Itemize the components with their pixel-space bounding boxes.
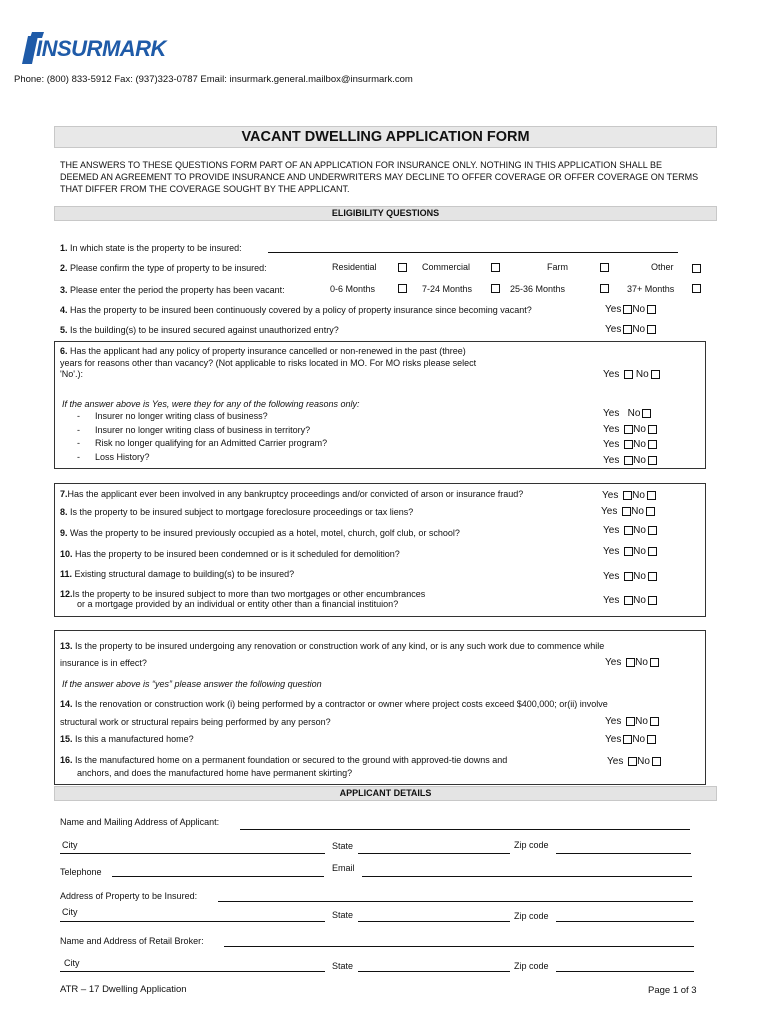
telephone-input[interactable] xyxy=(112,876,324,877)
q11-yes-no: Yes No xyxy=(603,571,657,582)
option-farm: Farm xyxy=(547,262,568,272)
email-label: Email xyxy=(332,863,355,873)
question-16-continued: anchors, and does the manufactured home have permanent skirting? xyxy=(77,768,353,778)
q15-yes-checkbox[interactable] xyxy=(623,735,632,744)
option-25-36-months: 25-36 Months xyxy=(510,284,566,294)
q6-reason-2-yes-checkbox[interactable] xyxy=(624,425,633,434)
state-label-3: State xyxy=(332,961,354,971)
q8-yes-checkbox[interactable] xyxy=(622,507,631,516)
option-residential: Residential xyxy=(332,262,377,272)
insurmark-logo xyxy=(22,30,182,66)
city-input-3[interactable] xyxy=(60,971,325,972)
q5-yes-no: Yes No xyxy=(605,324,656,335)
q6-yes-no: Yes No xyxy=(603,369,660,380)
q13-yes-checkbox[interactable] xyxy=(626,658,635,667)
state-label-1: State xyxy=(332,841,354,851)
q6-no-checkbox[interactable] xyxy=(651,370,660,379)
contact-info: Phone: (800) 833-5912 Fax: (937)323-0787 Email: insurmark.general.mailbox@insurmark.com xyxy=(14,74,413,85)
form-title: VACANT DWELLING APPLICATION FORM xyxy=(54,126,717,148)
q12-yes-checkbox[interactable] xyxy=(624,596,633,605)
property-address-label: Address of Property to be Insured: xyxy=(60,891,198,901)
checkbox-farm[interactable] xyxy=(600,263,609,272)
city-label-2: City xyxy=(62,907,78,917)
zip-label-3: Zip code xyxy=(514,961,549,971)
state-input-3[interactable] xyxy=(358,971,510,972)
q6-reason-4-yes-no: Yes No xyxy=(603,455,657,466)
q12-no-checkbox[interactable] xyxy=(648,596,657,605)
broker-input[interactable] xyxy=(224,946,694,947)
zip-input-1[interactable] xyxy=(556,853,691,854)
broker-label: Name and Address of Retail Broker: xyxy=(60,936,204,946)
q10-yes-checkbox[interactable] xyxy=(624,547,633,556)
q16-yes-checkbox[interactable] xyxy=(628,757,637,766)
question-5: 5. Is the building(s) to be insured secured against unauthorized entry? xyxy=(60,325,339,335)
telephone-label: Telephone xyxy=(60,867,102,877)
q9-no-checkbox[interactable] xyxy=(648,526,657,535)
q6-yes-checkbox[interactable] xyxy=(624,370,633,379)
question-14: 14. Is the renovation or construction work (i) being performed by a contractor or owner where project costs exceed $400,000; or(ii) involve xyxy=(60,699,608,709)
question-2: 2. Please confirm the type of property to be insured: xyxy=(60,263,267,273)
eligibility-heading: ELIGIBILITY QUESTIONS xyxy=(54,206,717,221)
q11-yes-checkbox[interactable] xyxy=(624,572,633,581)
footer-form-id: ATR – 17 Dwelling Application xyxy=(60,984,187,995)
city-label-1: City xyxy=(62,840,78,850)
q12-yes-no: Yes No xyxy=(603,595,657,606)
property-address-input[interactable] xyxy=(218,901,693,902)
question-3: 3. Please enter the period the property has been vacant: xyxy=(60,285,285,295)
q7-yes-checkbox[interactable] xyxy=(623,491,632,500)
q15-yes-no: Yes No xyxy=(605,734,656,745)
question-16: 16. Is the manufactured home on a permanent foundation or secured to the ground with approved-tie downs and xyxy=(60,755,508,765)
question-1: 1. In which state is the property to be insured: xyxy=(60,243,242,253)
option-other: Other xyxy=(651,262,674,272)
q14-yes-checkbox[interactable] xyxy=(626,717,635,726)
q14-no-checkbox[interactable] xyxy=(650,717,659,726)
option-7-24-months: 7-24 Months xyxy=(422,284,473,294)
question-13: 13. Is the property to be insured undergoing any renovation or construction work of any kind, or is any such work due to commence while xyxy=(60,641,605,651)
q6-reason-1-yes-no: Yes No xyxy=(603,408,651,419)
question-14-continued: structural work or structural repairs being performed by any person? xyxy=(60,717,331,727)
q6-reason-2-yes-no: Yes No xyxy=(603,424,657,435)
q8-no-checkbox[interactable] xyxy=(646,507,655,516)
q16-yes-no: Yes No xyxy=(607,756,661,767)
checkbox-commercial[interactable] xyxy=(491,263,500,272)
checkbox-other[interactable] xyxy=(692,264,701,273)
question-4: 4. Has the property to be insured been continuously covered by a policy of property insurance since becoming vacant? xyxy=(60,305,532,315)
q6-followup: If the answer above is Yes, were they for any of the following reasons only: xyxy=(62,399,360,409)
question-10: 10. Has the property to be insured been condemned or is it scheduled for demolition? xyxy=(60,549,400,559)
state-input-2[interactable] xyxy=(358,921,510,922)
q6-reason-4-no-checkbox[interactable] xyxy=(648,456,657,465)
question-12-continued: or a mortgage provided by an individual or entity other than a financial instituion? xyxy=(77,599,399,609)
q13-yes-no: Yes No xyxy=(605,657,659,668)
q6-reason-3-no-checkbox[interactable] xyxy=(648,440,657,449)
city-input-2[interactable] xyxy=(60,921,325,922)
option-0-6-months: 0-6 Months xyxy=(330,284,376,294)
q14-yes-no: Yes No xyxy=(605,716,659,727)
q4-yes-no: Yes No xyxy=(605,304,656,315)
city-label-3: City xyxy=(64,958,80,968)
q4-no-checkbox[interactable] xyxy=(647,305,656,314)
q16-no-checkbox[interactable] xyxy=(652,757,661,766)
city-input-1[interactable] xyxy=(60,853,325,854)
q6-reason-3: - Risk no longer qualifying for an Admitted Carrier program? xyxy=(77,438,328,448)
name-address-label: Name and Mailing Address of Applicant: xyxy=(60,817,220,827)
q6-reason-3-yes-checkbox[interactable] xyxy=(624,440,633,449)
q9-yes-no: Yes No xyxy=(603,525,657,536)
q6-reason-2-no-checkbox[interactable] xyxy=(648,425,657,434)
question-13-continued: insurance is in effect? xyxy=(60,658,147,668)
question-6: 6. Has the applicant had any policy of property insurance cancelled or non-renewed in the past (three) years for reasons other than vacancy? (Not applicable to risks located in MO. For MO risks please select 'No'.): xyxy=(60,346,477,379)
email-input[interactable] xyxy=(362,876,692,877)
q9-yes-checkbox[interactable] xyxy=(624,526,633,535)
q15-no-checkbox[interactable] xyxy=(647,735,656,744)
option-commercial: Commercial xyxy=(422,262,471,272)
question-12: 12.Is the property to be insured subject to more than two mortgages or other encumbrances xyxy=(60,589,426,599)
name-address-input[interactable] xyxy=(240,829,690,830)
zip-label-1: Zip code xyxy=(514,840,549,850)
checkbox-7-24-months[interactable] xyxy=(491,284,500,293)
option-37-plus-months: 37+ Months xyxy=(627,284,675,294)
checkbox-37-plus-months[interactable] xyxy=(692,284,701,293)
question-11: 11. Existing structural damage to building(s) to be insured? xyxy=(60,569,295,579)
q5-no-checkbox[interactable] xyxy=(647,325,656,334)
q6-reason-1: - Insurer no longer writing class of business? xyxy=(77,411,268,421)
q6-reason-1-checkbox[interactable] xyxy=(642,409,651,418)
question-9: 9. Was the property to be insured previously occupied as a hotel, motel, church, golf club, or school? xyxy=(60,528,460,538)
footer-page-number: Page 1 of 3 xyxy=(648,985,697,996)
q4-yes-checkbox[interactable] xyxy=(623,305,632,314)
checkbox-25-36-months[interactable] xyxy=(600,284,609,293)
q8-yes-no: Yes No xyxy=(601,506,655,517)
checkbox-0-6-months[interactable] xyxy=(398,284,407,293)
q6-reason-4: - Loss History? xyxy=(77,452,150,462)
q13-no-checkbox[interactable] xyxy=(650,658,659,667)
q11-no-checkbox[interactable] xyxy=(648,572,657,581)
checkbox-residential[interactable] xyxy=(398,263,407,272)
applicant-heading: APPLICANT DETAILS xyxy=(54,786,717,801)
state-label-2: State xyxy=(332,910,354,920)
q6-reason-2: - Insurer no longer writing class of business in territory? xyxy=(77,425,311,435)
q7-no-checkbox[interactable] xyxy=(647,491,656,500)
q7-yes-no: Yes No xyxy=(602,490,656,501)
q6-reason-3-yes-no: Yes No xyxy=(603,439,657,450)
question-7: 7.Has the applicant ever been involved in any bankruptcy proceedings and/or convicted of arson or insurance fraud? xyxy=(60,489,524,499)
q6-reason-4-yes-checkbox[interactable] xyxy=(624,456,633,465)
state-input-1[interactable] xyxy=(358,853,510,854)
state-input-line[interactable] xyxy=(268,252,678,253)
logo-text: INSURMARK xyxy=(36,36,166,61)
q13-followup: If the answer above is “yes” please answer the following question xyxy=(62,679,322,689)
zip-input-3[interactable] xyxy=(556,971,694,972)
question-15: 15. Is this a manufactured home? xyxy=(60,734,194,744)
q10-yes-no: Yes No xyxy=(603,546,657,557)
q10-no-checkbox[interactable] xyxy=(648,547,657,556)
zip-input-2[interactable] xyxy=(556,921,694,922)
q5-yes-checkbox[interactable] xyxy=(623,325,632,334)
disclaimer: THE ANSWERS TO THESE QUESTIONS FORM PART OF AN APPLICATION FOR INSURANCE ONLY. NOTHING IN THIS APPLICATION SHALL BE DEEMED AN AGREEMENT TO PROVIDE INSURANCE AND UNDERWRITERS MAY DECLINE TO OFFER COVERAGE OR OFFER COVERAGE ON TERMS THAT DIFFER FROM THE COVERAGE SOUGHT BY THE APPLICANT. xyxy=(60,160,699,194)
question-8: 8. Is the property to be insured subject to mortgage foreclosure proceedings or tax liens? xyxy=(60,507,414,517)
zip-label-2: Zip code xyxy=(514,911,549,921)
